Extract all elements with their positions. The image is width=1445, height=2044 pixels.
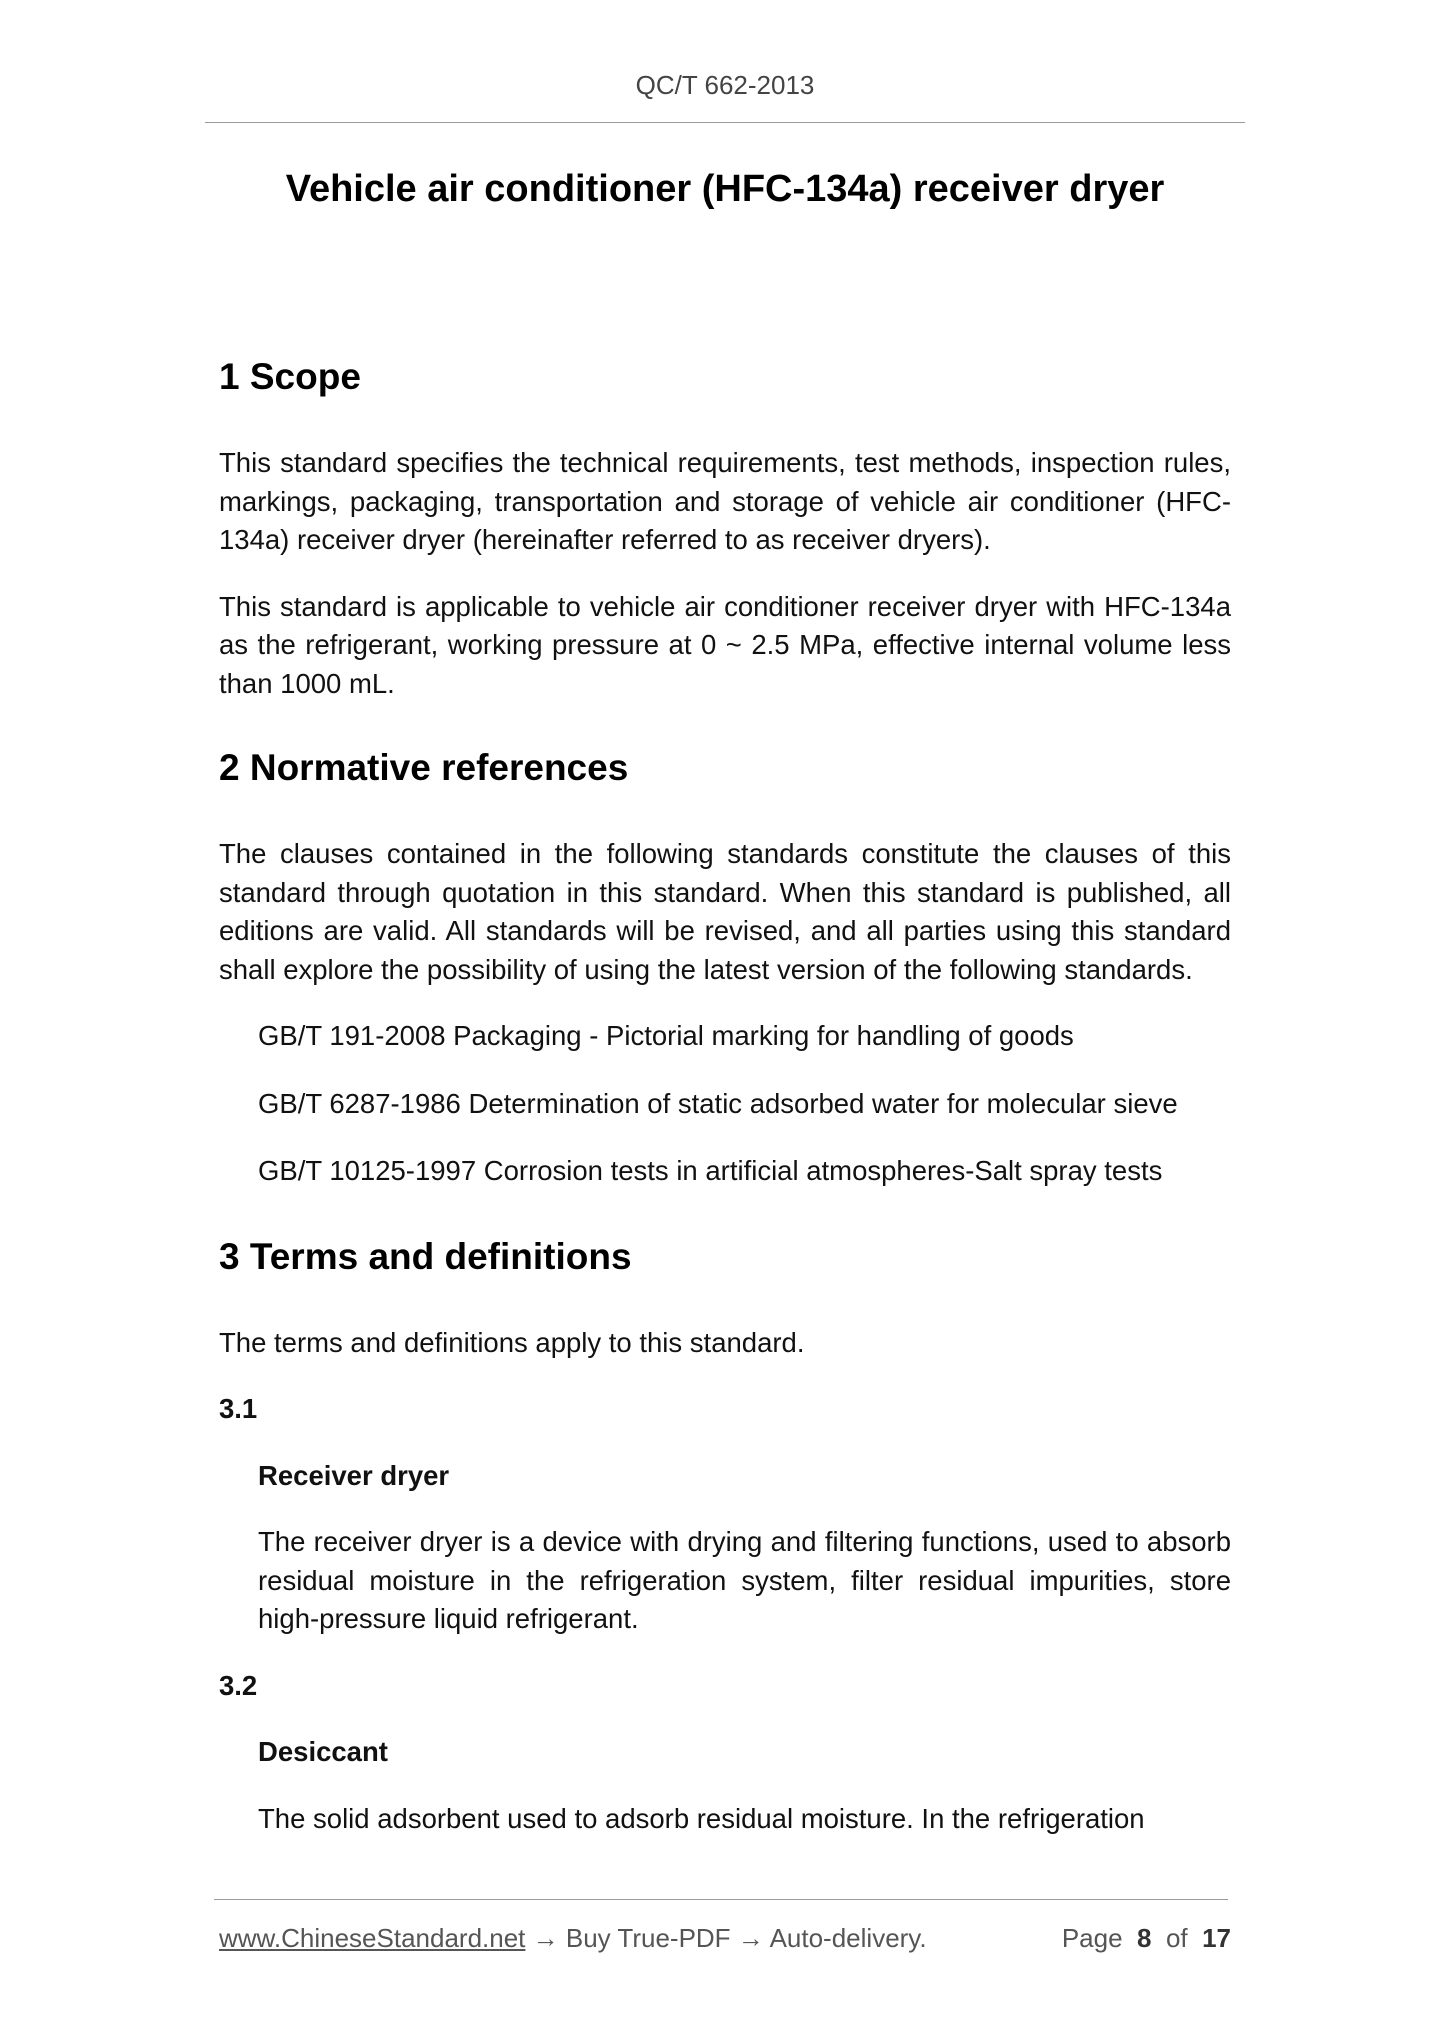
clause-number: 3.1 [219,1393,258,1424]
reference-item: GB/T 6287-1986 Determination of static adsorbed water for molecular sieve [258,1087,1178,1119]
term-definition: The solid adsorbent used to adsorb residual moisture. In the refrigeration [258,1802,1145,1834]
term-definition: The receiver dryer is a device with drying and filtering functions, used to absorb residual moisture in the refrigeration system, filter residual impurities, store high-pressure liquid refrigerant. [258,1526,1231,1634]
website-link[interactable]: www.ChineseStandard.net [219,1923,526,1953]
page-of-label: of [1165,1923,1188,1953]
reference-item: GB/T 10125-1997 Corrosion tests in artificial atmospheres-Salt spray tests [258,1155,1163,1186]
footer-promo-text: → Buy True-PDF → Auto-delivery. [525,1923,927,1953]
page-indicator [1062,1923,1231,1954]
document-title: Vehicle air conditioner (HFC-134a) receiver dryer [285,168,1165,210]
section-heading-terms-definitions: 3 Terms and definitions [219,1235,632,1277]
document-code-header: QC/T 662-2013 [635,70,815,100]
term-name: Desiccant [258,1736,388,1767]
section-heading-normative-references: 2 Normative references [219,747,629,788]
section-heading-scope: 1 Scope [219,356,361,397]
footer-promo [219,1923,927,1954]
clause-number: 3.2 [219,1669,258,1701]
reference-item: GB/T 191-2008 Packaging - Pictorial marking for handling of goods [258,1020,1074,1051]
normative-intro-paragraph: The clauses contained in the following standards constitute the clauses of this standard through quotation in this standard. When this standard is published, all editions are valid. All standards will be revised, and all parties using this standard shall explore the possibility of using the latest version of the following standards. [219,838,1231,985]
footer-divider [214,1899,1228,1900]
page-label: Page [1061,1923,1123,1953]
current-page-number: 8 [1137,1923,1152,1953]
terms-intro-paragraph: The terms and definitions apply to this standard. [219,1326,805,1358]
document-body [219,352,1231,1866]
header-divider [205,122,1245,123]
scope-paragraph: This standard specifies the technical requirements, test methods, inspection rules, markings, packaging, transportation and storage of vehicle air conditioner (HFC-134a) receiver dryer (hereinafter referred to as receiver dryers). [219,447,1231,555]
total-page-count: 17 [1202,1923,1231,1953]
term-name: Receiver dryer [258,1459,450,1491]
scope-paragraph: This standard is applicable to vehicle air conditioner receiver dryer with HFC-134a as the refrigerant, working pressure at 0 ~ 2.5 MPa, effective internal volume less than 1000 mL. [219,590,1231,699]
